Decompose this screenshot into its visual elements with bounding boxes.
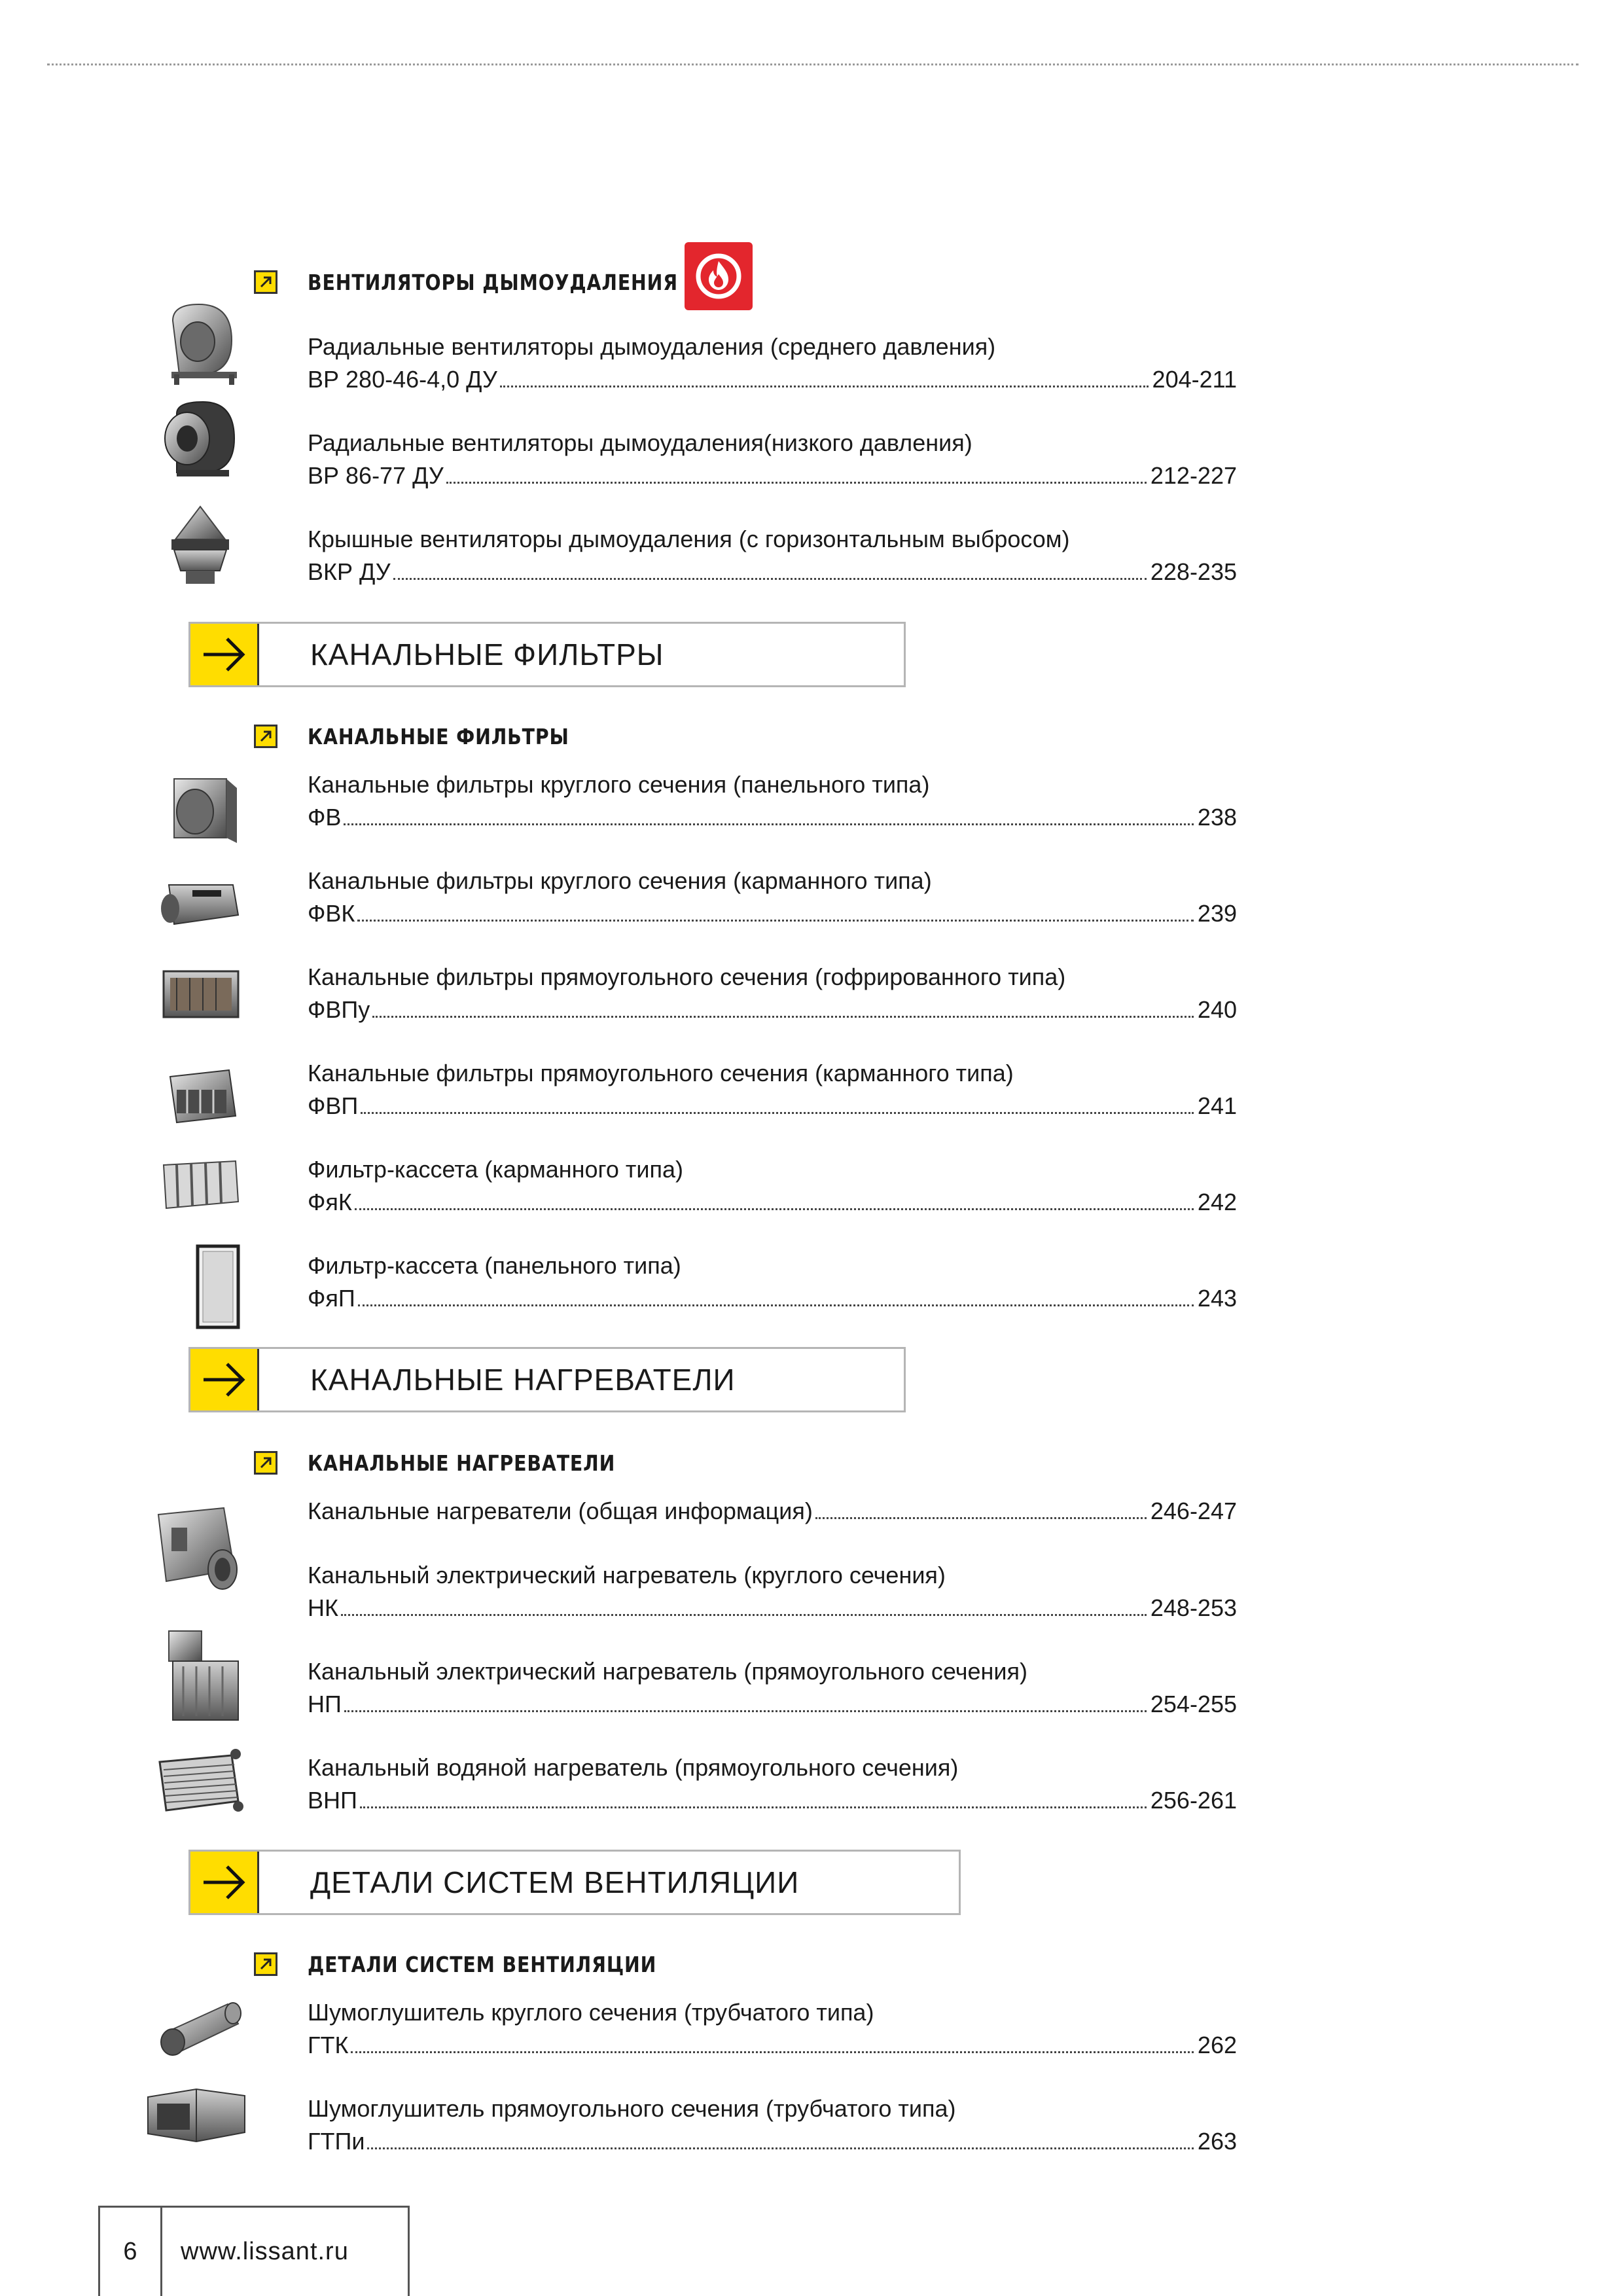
rect-silencer-icon — [144, 2081, 249, 2153]
entry-code: ГТПи — [308, 2128, 365, 2155]
subheading-title: ВЕНТИЛЯТОРЫ ДЫМОУДАЛЕНИЯ — [308, 269, 679, 295]
entry-code: НК — [308, 1594, 338, 1621]
dot-leader — [358, 1304, 1194, 1306]
dot-leader — [341, 1614, 1147, 1616]
dot-leader — [360, 1806, 1147, 1808]
website-link[interactable]: www.lissant.ru — [181, 2238, 349, 2265]
entry-code: ВНП — [308, 1787, 357, 1814]
entry-pages: 212-227 — [1150, 462, 1237, 489]
entry-title: Крышные вентиляторы дымоудаления (с горизонтальным выбросом) — [308, 526, 1070, 552]
dot-leader — [361, 1112, 1194, 1114]
banner-title: ДЕТАЛИ СИСТЕМ ВЕНТИЛЯЦИИ — [310, 1865, 800, 1899]
entry-pages: 239 — [1197, 900, 1237, 927]
dot-leader — [355, 1208, 1194, 1210]
entry-pages: 243 — [1197, 1285, 1237, 1312]
arrow-right-icon — [190, 1349, 259, 1410]
rect-filter-icon — [164, 1057, 242, 1129]
entry-title: Канальные фильтры круглого сечения (карманного типа) — [308, 867, 932, 894]
banner-title: КАНАЛЬНЫЕ ФИЛЬТРЫ — [310, 637, 664, 672]
page-number: 6 — [100, 2208, 162, 2296]
catalog-entry[interactable] — [308, 523, 1237, 588]
catalog-entry[interactable] — [308, 961, 1237, 1026]
section-banner[interactable] — [188, 622, 906, 687]
entry-title: Канальные фильтры круглого сечения (панельного типа) — [308, 771, 930, 798]
entry-title: Канальный электрический нагреватель (круглого сечения) — [308, 1562, 946, 1588]
radial-fan-icon — [157, 401, 240, 484]
catalog-entry[interactable] — [308, 1655, 1237, 1721]
round-silencer-icon — [153, 1992, 247, 2064]
dot-leader — [372, 1016, 1194, 1018]
duct-filter-icon — [165, 764, 241, 853]
top-dotted-rule — [47, 63, 1578, 65]
dot-leader — [357, 920, 1194, 922]
entry-code: ВКР ДУ — [308, 558, 391, 585]
entry-pages: 204-211 — [1152, 366, 1237, 393]
entry-code: ФВК — [308, 900, 355, 927]
dot-leader — [344, 823, 1194, 825]
entry-title: Радиальные вентиляторы дымоудаления(низкого давления) — [308, 429, 972, 456]
arrow-link-icon — [254, 1451, 277, 1475]
entry-title: Радиальные вентиляторы дымоудаления (среднего давления) — [308, 333, 996, 360]
entry-title: Канальный водяной нагреватель (прямоугольного сечения) — [308, 1754, 959, 1781]
rect-heater-icon — [164, 1627, 245, 1725]
entry-pages: 256-261 — [1150, 1787, 1237, 1814]
catalog-entry[interactable] — [308, 2092, 1237, 2158]
page-footer — [98, 2206, 410, 2296]
section-subheading[interactable] — [254, 1448, 666, 1478]
section-subheading[interactable] — [254, 1949, 713, 1979]
dot-leader — [815, 1517, 1147, 1519]
entry-pages: 248-253 — [1150, 1594, 1237, 1621]
entry-title: Фильтр-кассета (панельного типа) — [308, 1252, 681, 1279]
entry-pages: 254-255 — [1150, 1691, 1237, 1717]
dot-leader — [351, 2051, 1193, 2053]
entry-code: Канальные нагреватели (общая информация) — [308, 1498, 813, 1524]
entry-pages: 238 — [1197, 804, 1237, 831]
section-subheading[interactable] — [254, 721, 612, 751]
dot-leader — [446, 482, 1147, 484]
entry-pages: 242 — [1197, 1189, 1237, 1215]
entry-title: Фильтр-кассета (карманного типа) — [308, 1156, 684, 1183]
entry-code: ГТК — [308, 2032, 349, 2058]
entry-pages: 241 — [1197, 1092, 1237, 1119]
entry-code: ФВП — [308, 1092, 359, 1119]
catalog-entry[interactable] — [308, 1751, 1237, 1817]
entry-pages: 246-247 — [1150, 1498, 1237, 1524]
entry-title: Канальные фильтры прямоугольного сечения (гофрированного типа) — [308, 963, 1066, 990]
entry-pages: 240 — [1197, 996, 1237, 1023]
entry-title: Канальный электрический нагреватель (прямоугольного сечения) — [308, 1658, 1027, 1685]
section-banner[interactable] — [188, 1347, 906, 1412]
subheading-title: ДЕТАЛИ СИСТЕМ ВЕНТИЛЯЦИИ — [308, 1951, 657, 1977]
entry-code: ФяК — [308, 1189, 352, 1215]
arrow-link-icon — [254, 725, 277, 748]
arrow-right-icon — [190, 624, 259, 685]
rect-filter-icon — [157, 962, 245, 1028]
banner-title: КАНАЛЬНЫЕ НАГРЕВАТЕЛИ — [310, 1363, 736, 1397]
dot-leader — [367, 2147, 1193, 2149]
arrow-link-icon — [254, 270, 277, 294]
entry-code: ВР 86-77 ДУ — [308, 462, 444, 489]
entry-title: Канальные фильтры прямоугольного сечения (карманного типа) — [308, 1060, 1014, 1086]
entry-code: ВР 280-46-4,0 ДУ — [308, 366, 497, 393]
entry-code: ФВ — [308, 804, 342, 831]
subheading-title: КАНАЛЬНЫЕ ФИЛЬТРЫ — [308, 723, 569, 749]
entry-title: Шумоглушитель прямоугольного сечения (трубчатого типа) — [308, 2095, 956, 2122]
entry-pages: 228-235 — [1150, 558, 1237, 585]
dot-leader — [393, 578, 1147, 580]
entry-pages: 263 — [1197, 2128, 1237, 2155]
catalog-entry[interactable] — [308, 331, 1237, 396]
radial-fan-icon — [160, 301, 241, 386]
catalog-entry[interactable] — [308, 1996, 1237, 2062]
dot-leader — [500, 386, 1149, 387]
filter-cassette-icon — [160, 1156, 245, 1219]
water-heater-icon — [154, 1746, 247, 1823]
catalog-entry[interactable] — [308, 865, 1237, 930]
section-banner[interactable] — [188, 1850, 961, 1915]
catalog-entry[interactable] — [308, 1559, 1237, 1624]
entry-code: НП — [308, 1691, 342, 1717]
subheading-title: КАНАЛЬНЫЕ НАГРЕВАТЕЛИ — [308, 1450, 616, 1476]
duct-filter-icon — [156, 876, 243, 941]
catalog-entry[interactable] — [308, 1057, 1237, 1122]
catalog-entry[interactable] — [308, 427, 1237, 492]
entry-code: ФяП — [308, 1285, 355, 1312]
catalog-entry[interactable] — [308, 768, 1237, 834]
entry-pages: 262 — [1197, 2032, 1237, 2058]
entry-code: ФВПу — [308, 996, 370, 1023]
catalog-entry[interactable] — [308, 1249, 1237, 1315]
round-heater-icon — [152, 1504, 249, 1600]
fire-icon — [685, 242, 753, 310]
catalog-entry[interactable] — [308, 1495, 1237, 1528]
entry-title: Шумоглушитель круглого сечения (трубчатого типа) — [308, 1999, 874, 2026]
section-subheading[interactable] — [254, 267, 738, 297]
arrow-right-icon — [190, 1852, 259, 1913]
arrow-link-icon — [254, 1952, 277, 1976]
dot-leader — [344, 1710, 1147, 1712]
panel-cassette-icon — [194, 1244, 242, 1330]
catalog-entry[interactable] — [308, 1153, 1237, 1219]
roof-fan-icon — [160, 503, 241, 586]
